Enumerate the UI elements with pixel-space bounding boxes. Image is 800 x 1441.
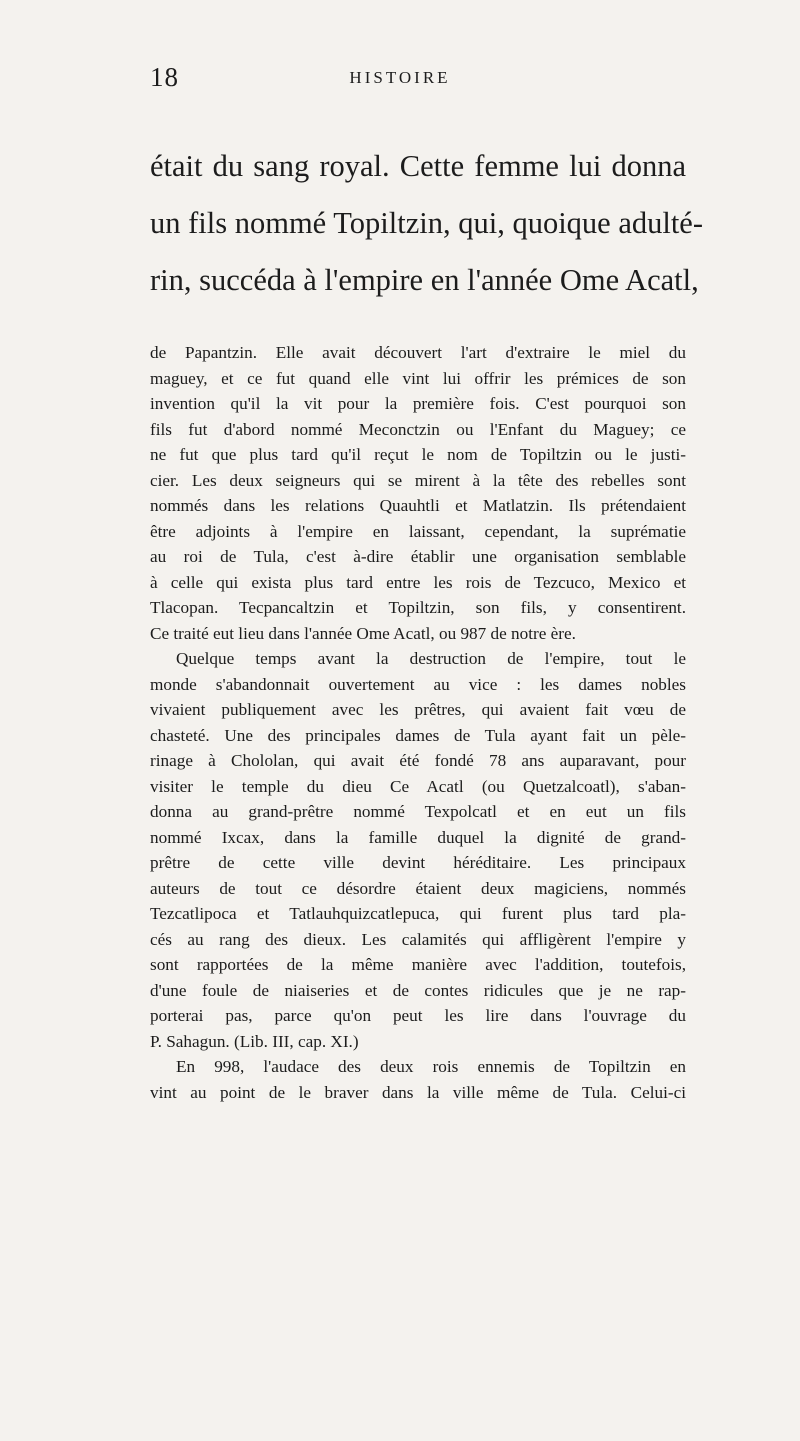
- text-line: nommés dans les relations Quauhtli et Matlatzin. Ils prétendaient: [150, 496, 686, 515]
- text-line: cés au rang des dieux. Les calamités qui affligèrent l'empire y: [150, 929, 686, 949]
- large-text-line: était du sang royal. Cette femme lui donna: [150, 149, 686, 183]
- text-line: vivaient publiquement avec les prêtres, qui avaient fait vœu de: [150, 700, 686, 719]
- large-text-line: un fils nommé Topiltzin, qui, quoique adulté-: [150, 206, 704, 240]
- text-line: rinage à Chololan, qui avait été fondé 78 ans auparavant, pour: [150, 751, 686, 770]
- text-line: Ce traité eut lieu dans l'année Ome Acatl, ou 987 de notre ère.: [150, 623, 576, 643]
- text-line: d'une foule de niaiseries et de contes ridicules que je ne rap-: [150, 980, 686, 1000]
- text-line: nommé Ixcax, dans la famille duquel la dignité de grand-: [150, 827, 686, 847]
- text-line: visiter le temple du dieu Ce Acatl (ou Quetzalcoatl), s'aban-: [150, 776, 686, 796]
- text-line: Quelque temps avant la destruction de l'empire, tout le: [176, 649, 686, 668]
- running-head: HISTOIRE: [349, 68, 451, 87]
- text-line: Tlacopan. Tecpancaltzin et Topiltzin, son fils, y consentirent.: [150, 598, 686, 617]
- text-line: ne fut que plus tard qu'il reçut le nom de Topiltzin ou le justi-: [150, 445, 686, 464]
- text-line: Tezcatlipoca et Tatlauhquizcatlepuca, qui furent plus tard pla-: [150, 904, 686, 923]
- small-paragraph: [150, 340, 686, 1105]
- text-line: maguey, et ce fut quand elle vint lui offrir les prémices de son: [150, 368, 686, 388]
- text-line: P. Sahagun. (Lib. III, cap. XI.): [150, 1031, 359, 1051]
- text-line: auteurs de tout ce désordre étaient deux magiciens, nommés: [150, 878, 686, 898]
- text-line: chasteté. Une des principales dames de Tula ayant fait un pèle-: [150, 725, 686, 745]
- page-number: 18: [150, 62, 179, 92]
- text-line: être adjoints à l'empire en laissant, cependant, la suprématie: [150, 521, 686, 541]
- large-text-line: rin, succéda à l'empire en l'année Ome Acatl,: [150, 263, 699, 297]
- text-line: donna au grand-prêtre nommé Texpolcatl et en eut un fils: [150, 802, 686, 821]
- text-line: prêtre de cette ville devint héréditaire. Les principaux: [150, 853, 686, 872]
- text-line: monde s'abandonnait ouvertement au vice : les dames nobles: [150, 674, 686, 694]
- text-line: de Papantzin. Elle avait découvert l'art d'extraire le miel du: [150, 343, 686, 362]
- text-line: au roi de Tula, c'est à-dire établir une organisation semblable: [150, 547, 686, 566]
- text-line: cier. Les deux seigneurs qui se mirent à la tête des rebelles sont: [150, 470, 686, 490]
- page-header: [0, 62, 800, 102]
- text-line: à celle qui exista plus tard entre les rois de Tezcuco, Mexico et: [150, 572, 686, 592]
- text-line: sont rapportées de la même manière avec l'addition, toutefois,: [150, 955, 686, 974]
- text-line: fils fut d'abord nommé Meconctzin ou l'Enfant du Maguey; ce: [150, 419, 686, 439]
- text-line: invention qu'il la vit pour la première fois. C'est pourquoi son: [150, 394, 686, 413]
- text-line: En 998, l'audace des deux rois ennemis de Topiltzin en: [176, 1057, 686, 1076]
- text-line: porterai pas, parce qu'on peut les lire dans l'ouvrage du: [150, 1006, 686, 1025]
- large-paragraph: [150, 138, 704, 309]
- text-line: vint au point de le braver dans la ville même de Tula. Celui-ci: [150, 1082, 686, 1102]
